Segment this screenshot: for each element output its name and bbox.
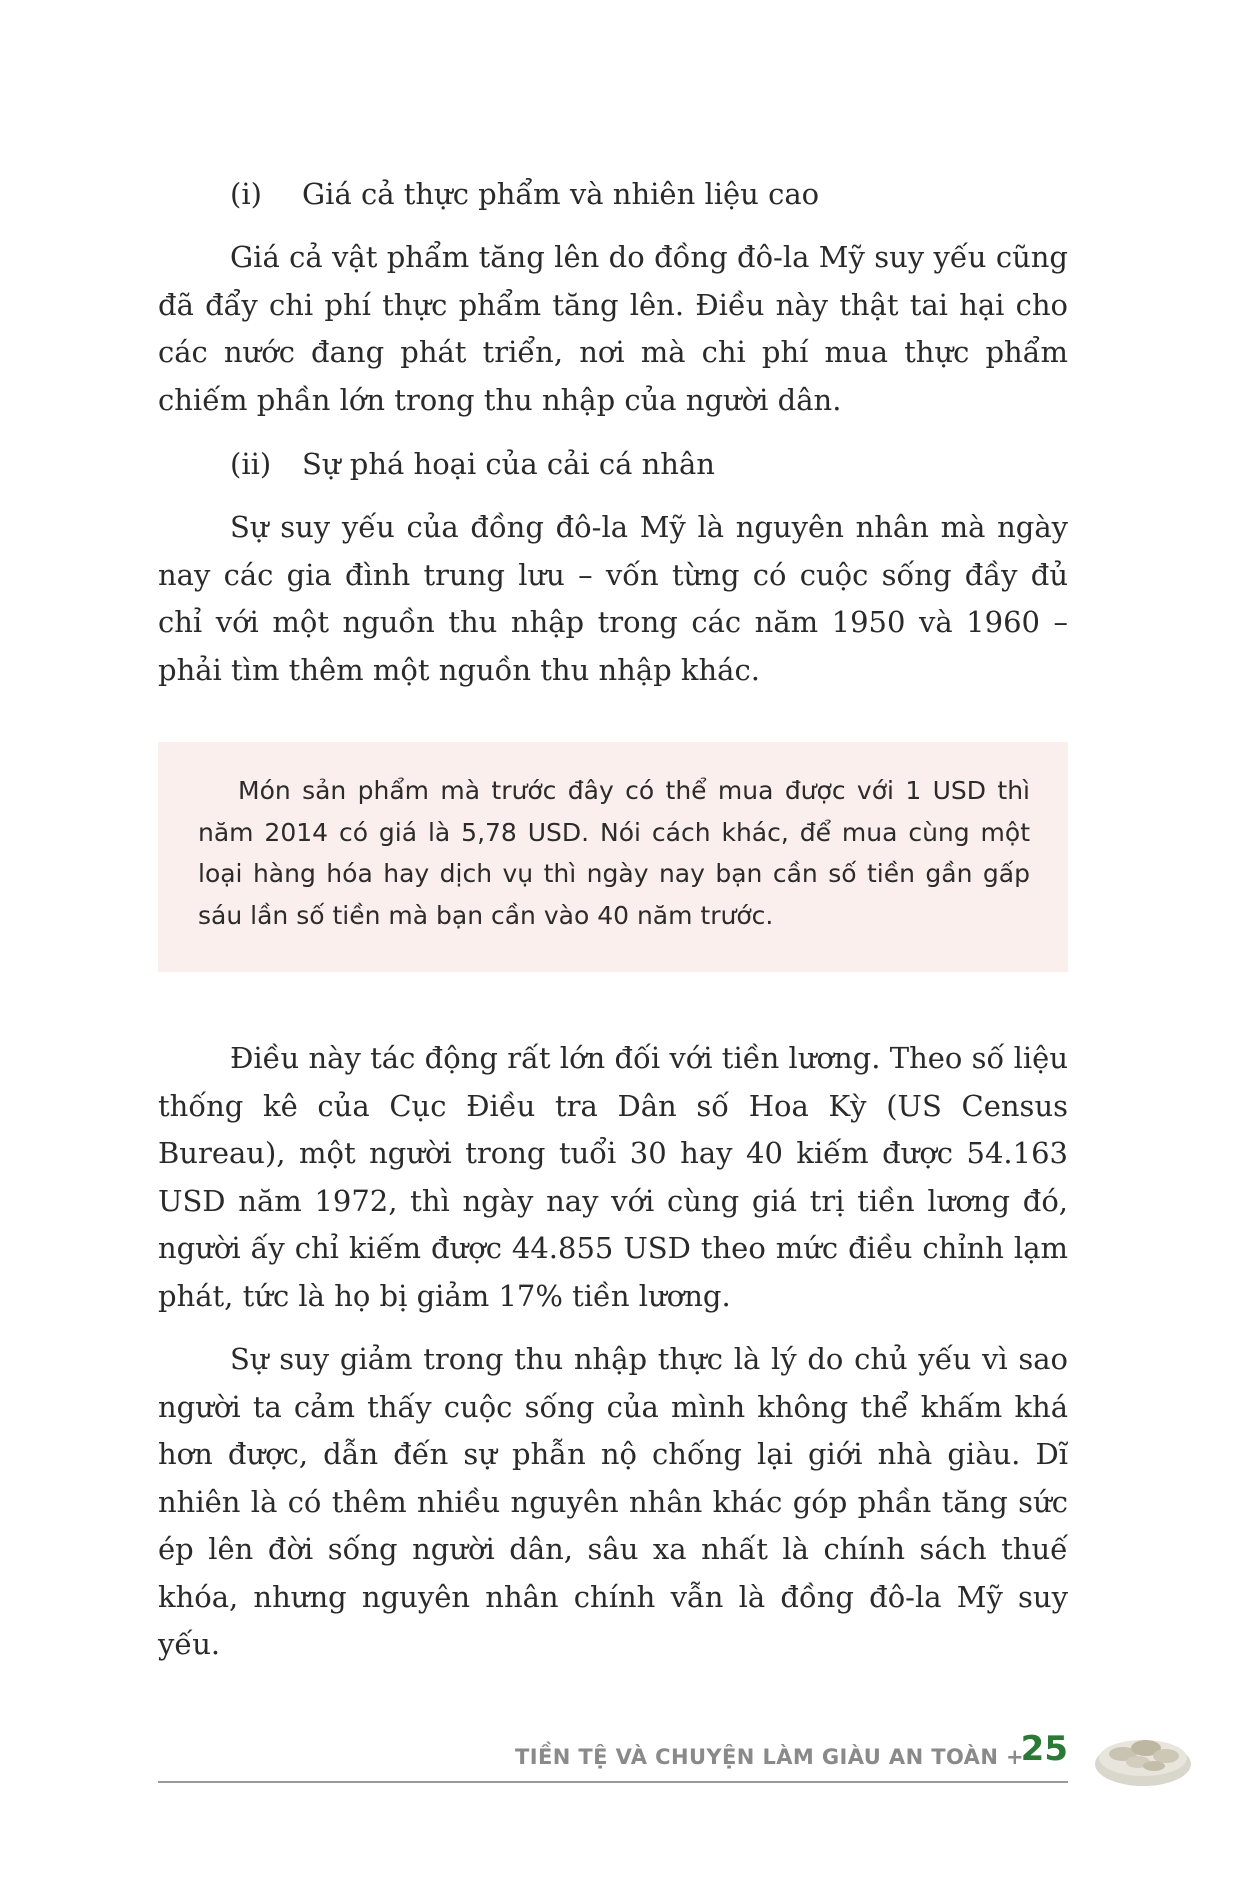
section-title: Sự phá hoại của cải cá nhân	[302, 447, 715, 481]
page-number: 25	[1020, 1729, 1068, 1769]
paragraph-wealth: Sự suy yếu của đồng đô-la Mỹ là nguyên nhân mà ngày nay các gia đình trung lưu – vốn từng có cuộc sống đầy đủ chỉ với một nguồn thu nhập trong các năm 1950 và 1960 – phải tìm thêm một nguồn thu nhập khác.	[158, 510, 1068, 687]
coins-icon	[1088, 1716, 1198, 1796]
section-heading-i	[158, 170, 1068, 218]
paragraph-wages: Điều này tác động rất lớn đối với tiền lương. Theo số liệu thống kê của Cục Điều tra Dân số Hoa Kỳ (US Census Bureau), một người trong tuổi 30 hay 40 kiếm được 54.163 USD năm 1972, thì ngày nay với cùng giá trị tiền lương đó, người ấy chỉ kiếm được 44.855 USD theo mức điều chỉnh lạm phát, tức là họ bị giảm 17% tiền lương.	[158, 1041, 1068, 1313]
main-text-block	[158, 170, 1068, 694]
paragraph-income: Sự suy giảm trong thu nhập thực là lý do chủ yếu vì sao người ta cảm thấy cuộc sống của mình không thể khấm khá hơn được, dẫn đến sự phẫn nộ chống lại giới nhà giàu. Dĩ nhiên là có thêm nhiều nguyên nhân khác góp phần tăng sức ép lên đời sống người dân, sâu xa nhất là chính sách thuế khóa, nhưng nguyên nhân chính vẫn là đồng đô-la Mỹ suy yếu.	[158, 1342, 1068, 1661]
page-footer	[158, 1725, 1068, 1783]
callout-text: Món sản phẩm mà trước đây có thể mua được với 1 USD thì năm 2014 có giá là 5,78 USD. Nói cách khác, để mua cùng một loại hàng hóa hay dịch vụ thì ngày nay bạn cần số tiền gần gấp sáu lần số tiền mà bạn cần vào 40 năm trước.	[198, 776, 1030, 930]
section-heading-ii	[158, 440, 1068, 488]
paragraph-food-fuel: Giá cả vật phẩm tăng lên do đồng đô-la Mỹ suy yếu cũng đã đẩy chi phí thực phẩm tăng lên. Điều này thật tai hại cho các nước đang phát triển, nơi mà chi phí mua thực phẩm chiếm phần lớn trong thu nhập của người dân.	[158, 240, 1068, 417]
body-text-block	[158, 1035, 1068, 1669]
running-title: TIỀN TỆ VÀ CHUYỆN LÀM GIÀU AN TOÀN +	[515, 1745, 1024, 1769]
section-title: Giá cả thực phẩm và nhiên liệu cao	[302, 177, 820, 211]
section-number: (i)	[230, 177, 262, 211]
callout-box	[158, 742, 1068, 972]
section-number: (ii)	[230, 447, 272, 481]
